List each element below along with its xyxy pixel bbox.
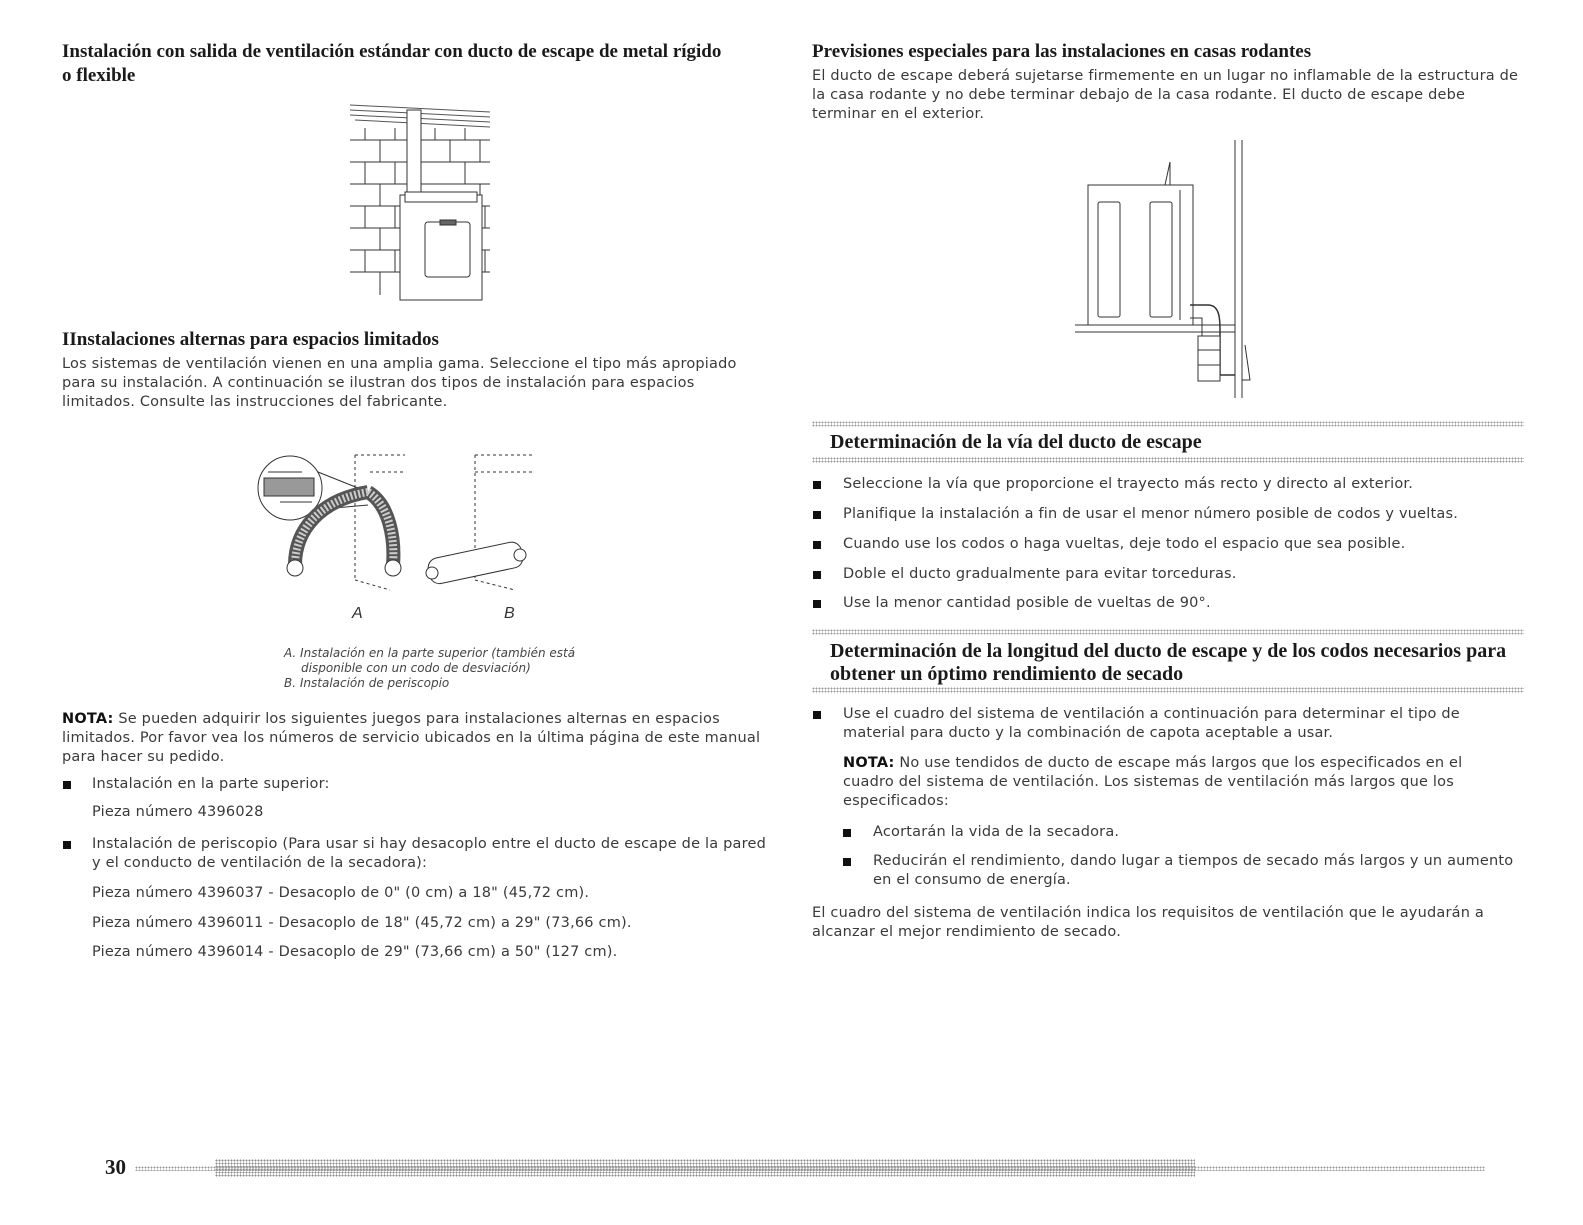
closing-paragraph: El cuadro del sistema de ventilación indica los requisitos de ventilación que le ayudarán a alcanzar el mejor rendimiento de secado.: [812, 905, 1484, 940]
part-top-install: Pieza número 4396028: [92, 804, 264, 820]
label-b: B: [504, 605, 515, 622]
right-nota: NOTA: No use tendidos de ducto de escape más largos que los especificados en el cuadro del sistema de ventilación. Los sistemas de ventilación más largos que los especificados:: [843, 755, 1463, 809]
section-divider: [812, 421, 1524, 427]
route-bullet-1: Seleccione la vía que proporcione el trayecto más recto y directo al exterior.: [843, 476, 1414, 492]
section-title-limited-space: IInstalaciones alternas para espacios limitados: [62, 329, 439, 350]
section-title-mobile-home: Previsiones especiales para las instalaciones en casas rodantes: [812, 41, 1312, 62]
section-title-standard-vent: Instalación con salida de ventilación estándar con ducto de escape de metal rígido o flexible: [62, 41, 722, 86]
left-nota: NOTA: Se pueden adquirir los siguientes juegos para instalaciones alternas en espacios limitados. Por favor vea los números de servicio ubicados en la última página de este manual para hacer su pedido.: [62, 711, 761, 765]
route-bullet-4: Doble el ducto gradualmente para evitar torceduras.: [843, 566, 1237, 582]
section-divider: [812, 629, 1524, 635]
left-bullet-top-install: Instalación en la parte superior:: [92, 776, 330, 792]
bullet-marker: [843, 829, 851, 837]
section-divider: [812, 457, 1524, 463]
bullet-marker: [813, 481, 821, 489]
part-periscope-1: Pieza número 4396037 - Desacoplo de 0" (0 cm) a 18" (45,72 cm).: [92, 885, 590, 901]
bullet-marker: [63, 781, 71, 789]
bullet-marker: [813, 571, 821, 579]
bullet-marker: [813, 711, 821, 719]
bullet-marker: [813, 541, 821, 549]
length-bullet: Use el cuadro del sistema de ventilación a continuación para determinar el tipo de material para ducto y la combinación de capota aceptable a usar.: [843, 706, 1460, 741]
route-bullet-2: Planifique la instalación a fin de usar el menor número posible de codos y vueltas.: [843, 506, 1459, 522]
page-number: 30: [105, 1155, 126, 1179]
left-bullet-periscope: Instalación de periscopio (Para usar si hay desacoplo entre el ducto de escape de la pared y el conducto de ventilación de la secadora):: [92, 836, 766, 871]
nota-sub-bullet-2: Reducirán el rendimiento, dando lugar a tiempos de secado más largos y un aumento en el consumo de energía.: [873, 853, 1514, 888]
nota-sub-bullet-1: Acortarán la vida de la secadora.: [873, 824, 1120, 840]
bullet-marker: [813, 511, 821, 519]
standard-vent-illustration: [345, 100, 495, 305]
part-periscope-3: Pieza número 4396014 - Desacoplo de 29" (73,66 cm) a 50" (127 cm).: [92, 944, 618, 960]
figure-caption: A. Instalación en la parte superior (también está disponible con un codo de desviación) B. Instalación de periscopio: [284, 646, 576, 690]
bullet-marker: [813, 600, 821, 608]
bullet-marker: [63, 841, 71, 849]
route-bullet-5: Use la menor cantidad posible de vueltas de 90°.: [843, 595, 1211, 611]
limited-space-intro: Los sistemas de ventilación vienen en una amplia gama. Seleccione el tipo más apropiado para su instalación. A continuación se ilustran dos tipos de instalación para espacios limitados. Consulte las instrucciones del fabricante.: [62, 356, 737, 410]
section-title-vent-route: Determinación de la vía del ducto de escape: [830, 431, 1202, 453]
section-divider: [812, 687, 1524, 693]
section-title-duct-length: Determinación de la longitud del ducto de escape y de los codos necesarios para obtener un óptimo rendimiento de secado: [830, 640, 1507, 685]
label-a: A: [352, 605, 363, 622]
route-bullet-3: Cuando use los codos o haga vueltas, deje todo el espacio que sea posible.: [843, 536, 1406, 552]
part-periscope-2: Pieza número 4396011 - Desacoplo de 18" (45,72 cm) a 29" (73,66 cm).: [92, 915, 632, 931]
bullet-marker: [843, 858, 851, 866]
mobile-home-intro: El ducto de escape deberá sujetarse firmemente en un lugar no inflamable de la estructura de la casa rodante y no debe terminar debajo de la casa rodante. El ducto de escape debe terminar en el exterior.: [812, 68, 1519, 122]
footer-band-dark: [215, 1159, 1195, 1177]
mobile-home-illustration: [1070, 140, 1260, 402]
alternate-install-illustration: [250, 450, 550, 600]
